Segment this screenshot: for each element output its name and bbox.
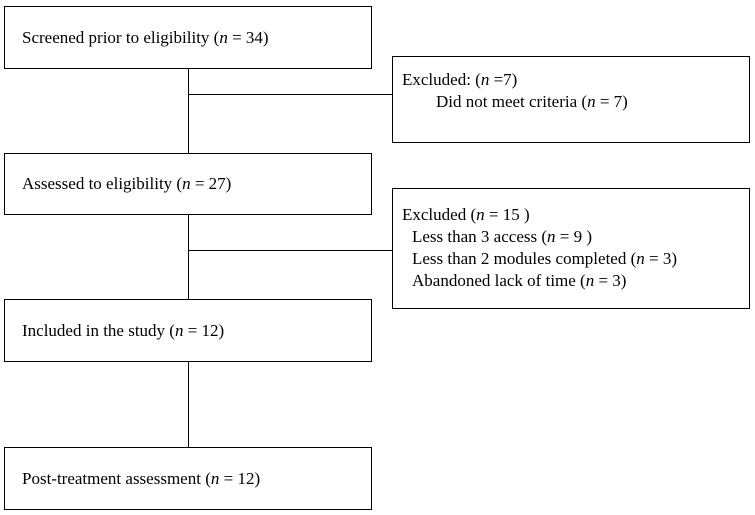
excluded-2-item: Abandoned lack of time (n = 3)	[412, 271, 627, 290]
connector-branch-2	[188, 250, 392, 251]
connector-line-1	[188, 68, 189, 153]
excluded-box-2	[392, 188, 750, 309]
included-label: Included in the study (n = 12)	[22, 320, 225, 340]
connector-line-3	[188, 361, 189, 447]
screened-box	[4, 6, 372, 69]
assessed-box	[4, 153, 372, 215]
excluded-2-item: Less than 3 access (n = 9 )	[412, 227, 593, 246]
post-treatment-box	[4, 447, 372, 510]
excluded-2-title: Excluded (n = 15 )	[402, 205, 530, 224]
connector-line-2	[188, 214, 189, 299]
excluded-2-item: Less than 2 modules completed (n = 3)	[412, 249, 678, 268]
excluded-box-1	[392, 56, 750, 143]
excluded-1-item: Did not meet criteria (n = 7)	[436, 92, 628, 111]
assessed-label: Assessed to eligibility (n = 27)	[22, 174, 232, 193]
included-box	[4, 299, 372, 362]
connector-branch-1	[188, 94, 392, 95]
excluded-1-title: Excluded: (n =7)	[402, 70, 518, 89]
screened-label: Screened prior to eligibility (n = 34)	[22, 27, 269, 47]
post-treatment-label: Post-treatment assessment (n = 12)	[22, 468, 261, 488]
